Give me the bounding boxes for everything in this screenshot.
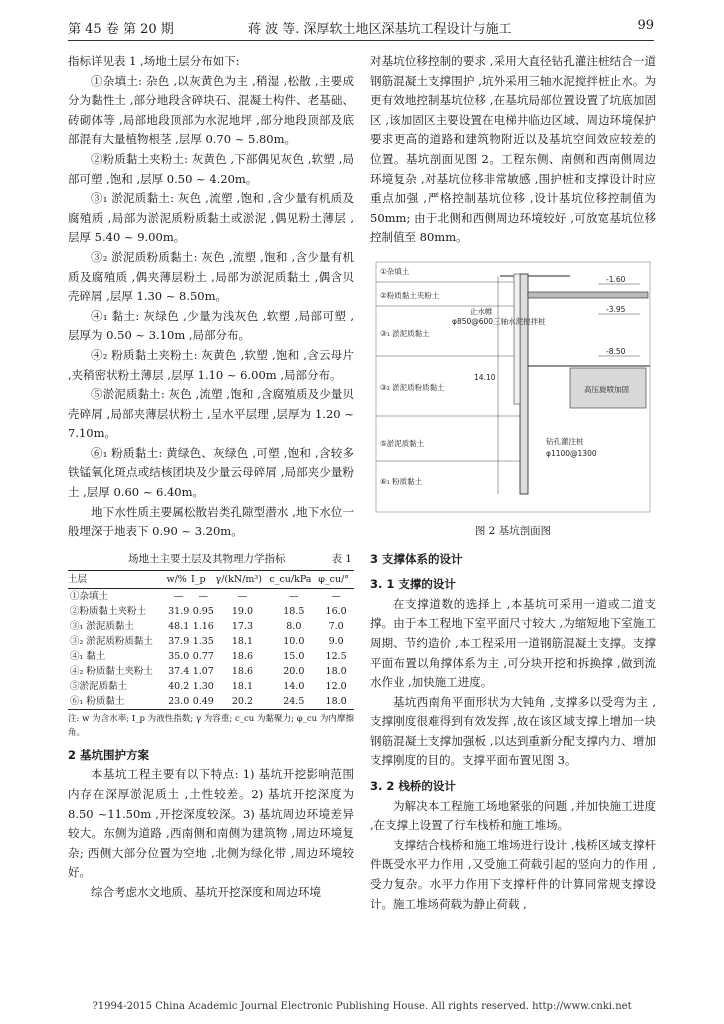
table-cell: 24.5 [269, 694, 318, 710]
table-row [68, 649, 354, 664]
table-cell: 40.2 [168, 680, 190, 692]
table-header: 土层 [68, 570, 166, 588]
table-cell: 7.0 [328, 620, 344, 632]
table-cell: 18.6 [231, 650, 254, 662]
table-cell: 14.0 [283, 680, 305, 692]
table-cell: 18.0 [318, 694, 354, 710]
table-cell: 12.5 [325, 650, 347, 662]
table-row [68, 679, 354, 694]
section-2-paragraph-cont: 综合考虑水文地质、基坑开挖深度和周边环境 [91, 885, 321, 899]
table-cell: 19.0 [231, 605, 254, 617]
table-cell: 16.0 [325, 605, 347, 617]
layer-4-1: ④₁ 黏土: 灰绿色 ,少量为浅灰色 ,软塑 ,局部可塑 ,层厚为 0.50 ~ 3.10m ,局部分布。 [68, 308, 354, 343]
table-cell: — [173, 590, 184, 602]
table-cell: — [331, 590, 341, 602]
table-cell: ④₂ 粉质黏土夹粉土 [70, 665, 153, 677]
table-cell: ⑤淤泥质黏土 [70, 680, 128, 692]
table-cell: — [289, 590, 299, 602]
table-cell: 37.9 [168, 635, 190, 647]
table-cell: 12.0 [325, 680, 347, 692]
table-cell: ①杂填土 [70, 590, 109, 602]
table-header: c_cu/kPa [269, 570, 318, 588]
excavation-section-figure [370, 256, 656, 518]
section-3-2-paragraph-1: 为解决本工程施工场地紧张的问题 ,并加快施工进度 ,在支撑上设置了行车栈桥和施工堆场。 [370, 798, 656, 833]
layer-6-1: ⑥₁ 粉质黏土: 黄绿色、灰绿色 ,可塑 ,饱和 ,含较多铁锰氧化斑点或结核团块及少量云母碎屑 ,局部夹少量粉土 ,层厚 0.60 ~ 6.40m。 [68, 445, 354, 500]
running-header [68, 16, 654, 38]
fig-label-bored-pile: 钻孔灌注桩 [546, 436, 584, 446]
page-number: 99 [637, 18, 654, 33]
table-cell: 31.9 [168, 605, 190, 617]
table-cell: 20.0 [283, 665, 305, 677]
table-cell: 18.6 [231, 665, 254, 677]
fig-label-mixing-pile: φ850@600三轴水泥搅拌桩 [452, 316, 546, 326]
table-cell: 18.5 [283, 605, 305, 617]
section-3-2-paragraph-2: 支撑结合栈桥和施工堆场进行设计 ,栈桥区域支撑杆件既受水平力作用 ,又受施工荷载引起的竖向力的作用 ,受力复杂。水平力作用下支撑杆件的计算同常规支撑设计。施工堆场荷载为静止荷载 , [370, 837, 656, 911]
table-cell: 8.0 [286, 620, 302, 632]
header-rule [68, 40, 654, 41]
fig-level-3: -8.50 [606, 346, 626, 356]
table-cell: ③₂ 淤泥质粉质黏土 [70, 635, 153, 647]
fig-label-mucky-clay-5: ⑤淤泥质黏土 [380, 438, 425, 448]
table-cell: — [237, 590, 248, 602]
table-cell: 0.77 [192, 650, 214, 662]
table-row [68, 694, 354, 710]
table-cell: ⑥₁ 粉质黏土 [68, 694, 166, 710]
section-2-heading: 2 基坑围护方案 [68, 747, 150, 762]
fig-label-cutoff-wall: 止水帷 [470, 306, 493, 316]
figure-caption: 图 2 基坑剖面图 [474, 524, 552, 537]
fig-label-mucky-clay: ③₁ 淤泥质黏土 [380, 328, 430, 338]
table-cell: 15.0 [283, 650, 305, 662]
layer-2: ②粉质黏土夹粉土: 灰黄色 ,下部偶见灰色 ,软塑 ,局部可塑 ,饱和 ,层厚 0.50 ~ 4.20m。 [68, 151, 354, 186]
table-cell: 23.0 [166, 694, 191, 710]
fig-label-clay-silt: ②粉质黏土夹粉土 [380, 290, 440, 300]
issue-label: 第 45 卷 第 20 期 [68, 22, 174, 37]
table-cell: 18.1 [231, 680, 254, 692]
table-cell: 1.30 [192, 680, 214, 692]
section-3-1-paragraph-2: 基坑西南角平面形状为大钝角 ,支撑多以受弯为主 ,支撑刚度很难得到有效发挥 ,故在该区域支撑上增加一块钢筋混凝土支撑加强板 ,以达到重新分配支撑内力、增加支撑刚度的目的。支撑平面布置见图 3。 [370, 694, 656, 768]
left-column [68, 52, 354, 903]
table-cell: ③₁ 淤泥质黏土 [70, 620, 134, 632]
enclosure-paragraph: 对基坑位移控制的要求 ,采用大直径钻孔灌注桩结合一道钢筋混凝土支撑围护 ,坑外采用三轴水泥搅拌桩止水。为更有效地控制基坑位移 ,在基坑局部位置设置了坑底加固区 ,该加固区主要设置在电梯井临边区域、周边环境保护要求更高的道路和建筑物附近以及基坑空间效应较差的位置。基坑剖面见图 2。工程东侧、南侧和西南侧周边环境复杂 ,对基坑位移非常敏感 ,围护桩和支撑设计时应重点加强 ,严格控制基坑位移 ,设计基坑位移控制值为 50mm; 由于北侧和西侧周边环境较好 ,可放宽基坑位移控制值至 80mm。 [370, 54, 656, 245]
layer-4-2: ④₂ 粉质黏土夹粉土: 灰黄色 ,软塑 ,饱和 ,含云母片 ,夹稍密状粉土薄层 ,层厚 1.10 ~ 6.00m ,局部分布。 [68, 347, 354, 382]
section-drawing [370, 256, 656, 518]
table-cell: 18.1 [231, 635, 254, 647]
layer-3-1: ③₁ 淤泥质黏土: 灰色 ,流塑 ,饱和 ,含少量有机质及腐殖质 ,局部为淤泥质粉质黏土或淤泥 ,偶见粉土薄层 ,层厚 5.40 ~ 9.00m。 [68, 191, 354, 245]
fig-depth-label: 14.10 [474, 372, 496, 382]
layers-intro: 指标详见表 1 ,场地土层分布如下: [68, 54, 240, 68]
copyright-footer: ?1994-2015 China Academic Journal Electronic Publishing House. All rights reserved. http://www.cnki.net [92, 1001, 632, 1012]
table-number: 表 1 [331, 552, 352, 565]
table-cell: 9.0 [328, 635, 344, 647]
table-cell: 48.1 [168, 620, 190, 632]
section-3-2-heading: 3. 2 栈桥的设计 [370, 779, 456, 794]
groundwater-paragraph: 地下水性质主要属松散岩类孔隙型潜水 ,地下水位一般埋深于地表下 0.90 ~ 3.20m。 [68, 504, 354, 539]
table-cell: 10.0 [283, 635, 305, 647]
table-cell: 0.49 [191, 694, 216, 710]
table-header: φ_cu/° [318, 570, 354, 588]
table-row [68, 634, 354, 649]
table-row [68, 664, 354, 679]
fig-level-1: -1.60 [606, 274, 626, 284]
table-note: 注: w 为含水率; I_p 为液性指数; γ 为容重; c_cu 为黏聚力; φ_cu 为内摩擦角。 [68, 713, 354, 738]
table-cell: 1.07 [192, 665, 214, 677]
table-row [68, 619, 354, 634]
section-3-1-paragraph-1: 在支撑道数的选择上 ,本基坑可采用一道或二道支撑。由于本工程地下室平面尺寸较大 ,为缩短地下室施工周期、节约造价 ,本工程采用一道钢筋混凝土支撑。支撑平面布置以角撑体系为主 ,可分块开挖和拆换撑 ,做到流水作业 ,加快施工进度。 [370, 596, 656, 690]
layer-1: ①杂填土: 杂色 ,以灰黄色为主 ,稍湿 ,松散 ,主要成分为黏性土 ,部分地段含碎块石、混凝土构件、老基础、砖砌体等 ,局部地段顶部为水泥地坪 ,部分地段顶部及底部混有大量植物根茎 ,层厚 0.70 ~ 5.80m。 [68, 73, 354, 147]
table-cell: — [198, 590, 209, 602]
table-cell: 0.95 [192, 605, 214, 617]
table-cell: 1.16 [192, 620, 214, 632]
table-header: I_p [191, 570, 216, 588]
fig-label-mucky-silty-clay: ③₂ 淤泥质粉质黏土 [380, 382, 445, 392]
section-2-paragraph: 本基坑工程主要有以下特点: 1) 基坑开挖影响范围内存在深厚淤泥质土 ,土性较差。2) 基坑开挖深度为 8.50 ~11.50m ,开挖深度较深。3) 基坑周边环境差异较大。东侧为道路 ,西南侧和南侧为建筑物 ,周边环境复杂; 西侧大部分位置为空地 ,北侧为绿化带 ,周边环境较好。 [68, 767, 354, 880]
table-cell: 37.4 [168, 665, 190, 677]
table-row [68, 604, 354, 619]
fig-label-reinforcement: 高压旋喷加固 [584, 384, 629, 394]
right-column [370, 52, 656, 914]
table-cell: 35.0 [168, 650, 190, 662]
fig-label-pile-spec: φ1100@1300 [546, 448, 597, 458]
table-title: 场地土主要土层及其物理力学指标 [128, 552, 286, 565]
fig-label-silty-clay-6: ⑥₁ 粉质黏土 [380, 476, 423, 486]
table-cell: ④₁ 黏土 [70, 650, 106, 662]
authors-title: 蒋 波 等. 深厚软土地区深基坑工程设计与施工 [248, 22, 512, 37]
soil-properties-table [68, 570, 354, 710]
section-3-1-heading: 3. 1 支撑的设计 [370, 577, 456, 592]
fig-level-2: -3.95 [606, 304, 626, 314]
table-cell: 1.35 [192, 635, 214, 647]
table-row [68, 588, 354, 604]
fig-label-fill: ①杂填土 [380, 266, 410, 276]
layer-5: ⑤淤泥质黏土: 灰色 ,流塑 ,饱和 ,含腐殖质及少量贝壳碎屑 ,局部夹薄层状粉土 ,呈水平层理 ,层厚为 1.20 ~ 7.10m。 [68, 387, 354, 441]
layer-3-2: ③₂ 淤泥质粉质黏土: 灰色 ,流塑 ,饱和 ,含少量有机质及腐殖质 ,偶夹薄层粉土 ,局部为淤泥质黏土 ,偶含贝壳碎屑 ,层厚 1.30 ~ 8.50m。 [68, 249, 354, 304]
table-cell: 18.0 [325, 665, 347, 677]
table-header: w/% [166, 570, 191, 588]
section-3-heading: 3 支撑体系的设计 [370, 551, 463, 566]
table-cell: 17.3 [231, 620, 254, 632]
table-caption [68, 548, 354, 570]
table-header: γ/(kN/m³) [216, 570, 270, 588]
table-cell: 20.2 [216, 694, 270, 710]
table-cell: ②粉质黏土夹粉土 [70, 605, 147, 617]
